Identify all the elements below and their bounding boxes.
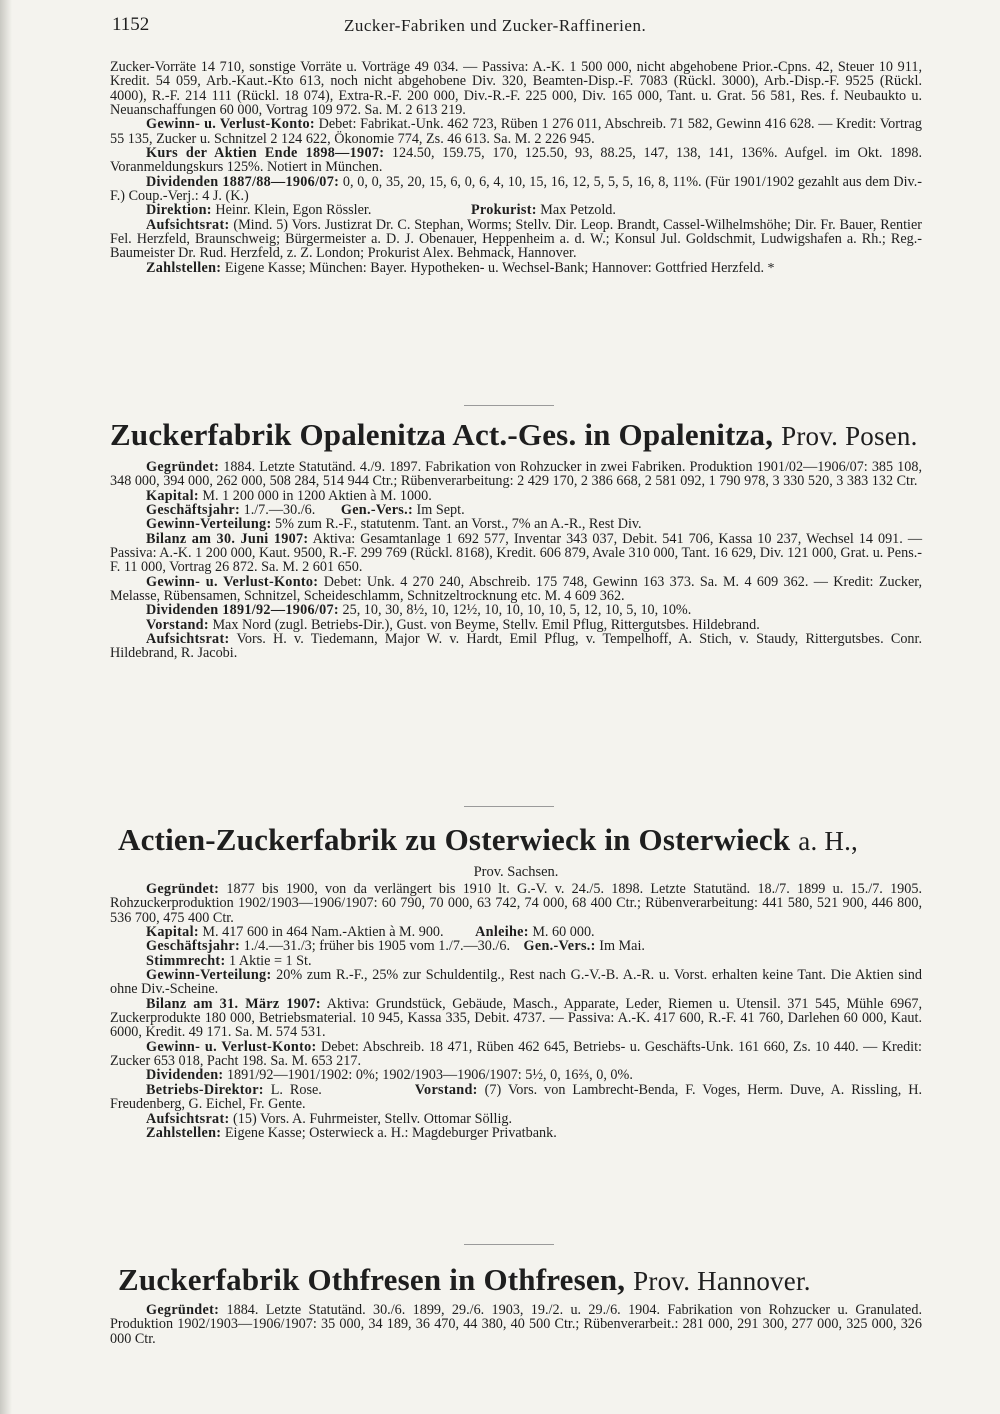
board-label: Vorstand: [414,1081,478,1098]
company-heading-osterwieck [118,822,930,858]
balance-paragraph [110,997,922,1040]
company-title-othfresen: Zuckerfabrik Othfresen in Othfresen, [118,1262,626,1297]
profit-loss-paragraph [110,1040,922,1069]
page-edge-shadow [0,0,12,1414]
share-price-paragraph [110,146,922,175]
founded-text: 1884. Letzte Statutänd. 30./6. 1899, 29./6. 1903, 19./2. u. 29./6. 1904. Fabrikation von Rohzucker u. Granulated. Produktion 1902/1903—1906/1907: 35 000, 34 189, 36 470, 44 380, 40 500 Ctr.; Rübenverarbeit.: 281 000, 291 300, 277 000, 325 000, 326 000 Ctr. [110,1302,922,1347]
profit-distribution-text: 20% zum R.-F., 25% zur Schuldentilg., Rest nach G.-V.-B. A.-R. u. Vorst. erhalten keine Tant. Die Aktien sind ohne Div.-Scheine. [110,967,922,998]
entry-osterwieck [110,882,922,1140]
dividends-text: 25, 10, 30, 8½, 10, 12½, 10, 10, 10, 10, 5, 12, 10, 5, 10, 10%. [342,602,692,619]
previous-entry-continuation [110,60,922,276]
running-title: Zucker-Fabriken und Zucker-Raffinerien. [344,16,647,35]
profit-distribution-paragraph [110,517,922,531]
direction-label: Direktion: [146,202,212,219]
section-divider [464,806,554,807]
dividends-label: Dividenden 1887/88—1906/07: [146,173,340,190]
general-meeting-text: Im Mai. [599,938,645,955]
founded-paragraph [110,460,922,489]
share-price-label: Kurs der Aktien Ende 1898—1907: [146,145,385,162]
supervisory-board-text: Vors. H. v. Tiedemann, Major W. v. Hardt, Emil Pflug, v. Tempelhoff, A. Stich, v. Staudy, Rittergutsbes. Conr. Hildebrand, R. Jacobi. [110,631,922,662]
voting-right-text: 1 Aktie = 1 St. [229,952,312,969]
operations-director-label: Betriebs-Direktor: [146,1081,264,1098]
company-title-osterwieck: Actien-Zuckerfabrik zu Osterwieck in Osterwieck [118,822,791,857]
direction-text: Heinr. Klein, Egon Rössler. [215,202,372,219]
general-meeting-label: Gen.-Vers.: [340,502,413,519]
board-label: Vorstand: [146,616,209,633]
profit-loss-text: Debet: Abschreib. 18 471, Rüben 462 645, Betriebs- u. Geschäfts-Unk. 161 660, Zs. 10 440. — Kredit: Zucker 653 018, Pacht 198. Sa. M. 653 217. [110,1038,923,1070]
page-number: 1152 [112,14,150,35]
page-header [112,8,912,42]
supervisory-board-label: Aufsichtsrat: [146,631,230,648]
profit-loss-text: Debet: Fabrikat.-Unk. 462 723, Rüben 1 276 011, Abschreib. 71 582, Gewinn 416 628. — Kredit: Vortrag 55 135, Zucker u. Schnitzel 2 124 622, Ökonomie 774, Zs. 46 613. Sa. M. 2 226 945. [110,116,923,147]
capital-text: M. 417 600 in 464 Nam.-Aktien à M. 900. [202,924,444,941]
voting-right-paragraph [110,954,922,968]
supervisory-board-text: (15) Vors. A. Fuhrmeister, Stellv. Ottomar Söllig. [233,1110,513,1127]
asterisk-mark: * [767,260,775,276]
company-heading-othfresen [118,1262,930,1298]
company-province-opalenitza: Prov. Posen. [781,421,918,451]
paying-agents-text: Eigene Kasse; München: Bayer. Hypotheken- u. Wechsel-Bank; Hannover: Gottfried Herzfeld. [224,259,764,276]
capital-text: M. 1 200 000 in 1200 Aktien à M. 1000. [202,487,432,504]
dividends-text: 0, 0, 0, 35, 20, 15, 6, 0, 6, 4, 10, 15, 16, 12, 5, 5, 5, 16, 8, 11%. (Für 1901/1902 gezahlt aus dem Div.-F.) Coup.-Verj.: 4 J. (K.) [110,173,922,205]
paying-agents-text: Eigene Kasse; Osterwieck a. H.: Magdeburger Privatbank. [224,1124,557,1141]
profit-loss-paragraph [110,575,922,604]
entry-othfresen [110,1303,922,1346]
procurator-text: Max Petzold. [540,202,616,219]
dividends-paragraph [110,603,922,617]
loan-label: Anleihe: [475,924,529,941]
dividends-paragraph [110,1068,922,1082]
balance-label: Bilanz am 31. März 1907: [146,995,321,1012]
procurator-label: Prokurist: [470,202,537,219]
capital-label: Kapital: [146,924,199,941]
profit-loss-text: Debet: Unk. 4 270 240, Abschreib. 175 748, Gewinn 163 373. Sa. M. 4 609 362. — Kredit: Zucker, Melasse, Rübensamen, Schnitzel, Scheideschlamm, Schnitzeltrocknung etc. M. 4 609 362. [110,573,922,605]
board-text: Max Nord (zugl. Betriebs-Dir.), Gust. von Beyme, Stellv. Emil Pflug, Rittergutsbes. Hildebrand. [212,616,760,633]
profit-loss-label: Gewinn- u. Verlust-Konto: [146,1038,317,1055]
paying-agents-paragraph [110,261,922,276]
founded-text: 1877 bis 1900, von da verlängert bis 1910 lt. G.-V. v. 24./5. 1898. Letzte Statutänd. 18./7. 1899 u. 15./7. 1905. Rohzuckerproduktion 1902/1903—1906/1907: 60 790, 70 000, 63 742, 74 000, 68 400 Ctr.; Rübenverarbeitung: 441 580, 521 900, 446 800, 536 700, 475 400 Ctr. [110,881,923,926]
voting-right-label: Stimmrecht: [146,952,226,969]
paying-agents-paragraph [110,1126,922,1140]
paying-agents-label: Zahlstellen: [146,1124,222,1141]
founded-paragraph [110,882,922,925]
supervisory-board-paragraph [110,1112,922,1126]
loan-text: M. 60 000. [532,924,595,941]
general-meeting-text: Im Sept. [416,502,465,519]
profit-loss-label: Gewinn- u. Verlust-Konto: [146,116,315,133]
share-price-text: 124.50, 159.75, 170, 125.50, 93, 88.25, 147, 138, 141, 136%. Aufgel. im Okt. 1898. Voranmeldungskurs 125%. Notiert in München. [110,145,923,176]
founded-label: Gegründet: [146,881,220,897]
supervisory-board-paragraph [110,218,922,261]
balance-paragraph [110,532,922,575]
entry-opalenitza [110,460,922,661]
dividends-paragraph [110,175,922,204]
fiscal-year-label: Geschäftsjahr: [146,502,241,519]
profit-distribution-paragraph [110,968,922,997]
founded-text: 1884. Letzte Statutänd. 4./9. 1897. Fabrikation von Rohzucker in zwei Fabriken. Produktion 1901/02—1906/07: 385 108, 348 000, 394 000, 262 000, 508 284, 514 944 Ctr.; Rübenverarbeitung: 2 429 170, 2 386 668, 2 581 092, 1 790 978, 3 330 520, 3 383 132 Ctr. [110,459,922,490]
capital-label: Kapital: [146,487,199,504]
fiscal-year-label: Geschäftsjahr: [146,938,241,955]
balance-label: Bilanz am 30. Juni 1907: [146,530,309,547]
profit-loss-paragraph [110,117,922,146]
founded-paragraph [110,1303,922,1346]
founded-label: Gegründet: [146,459,220,475]
balance-text: Aktiva: Grundstück, Gebäude, Masch., Apparate, Leder, Riemen u. Utensil. 371 545, Mühle 6967, Zuckerprodukte 180 000, Betriebsmaterial. 10 945, Kassa 335, Debit. 4737. — Passiva: A.-K. 417 600, R.-F. 41 760, Darlehen 60 000, Kaut. 6000, Kredit. 49 171. Sa. M. 574 531. [110,995,922,1041]
section-divider [464,1244,554,1245]
profit-distribution-label: Gewinn-Verteilung: [146,967,272,984]
section-divider [464,405,554,406]
fiscal-year-text: 1./7.—30./6. [243,502,316,519]
fiscal-year-paragraph [110,939,922,953]
company-heading-opalenitza [110,417,922,453]
fiscal-year-paragraph [110,503,922,517]
profit-distribution-text: 5% zum R.-F., statutenm. Tant. an Vorst., 7% an A.-R., Rest Div. [275,516,642,533]
dividends-label: Dividenden 1891/92—1906/07: [146,602,339,619]
supervisory-board-paragraph [110,632,922,661]
founded-label: Gegründet: [146,1302,220,1318]
dividends-label: Dividenden: [146,1067,224,1084]
operations-director-text: L. Rose. [270,1081,322,1098]
board-paragraph [110,618,922,632]
paying-agents-label: Zahlstellen: [146,259,222,276]
profit-distribution-label: Gewinn-Verteilung: [146,516,272,533]
board-text: (7) Vors. von Lambrecht-Benda, F. Voges, Herm. Duve, A. Rissling, H. Freudenberg, G. Eichel, Fr. Gente. [110,1081,923,1113]
supervisory-board-label: Aufsichtsrat: [146,216,230,233]
profit-loss-label: Gewinn- u. Verlust-Konto: [146,573,319,590]
company-province-osterwieck: Prov. Sachsen. [473,864,559,880]
supervisory-board-text: (Mind. 5) Vors. Justizrat Dr. C. Stephan, Worms; Stellv. Dir. Leop. Brandt, Cassel-Wilhelmshöhe; Dir. Fr. Bauer, Rentier Fel. Herzfeld, Braunschweig; Bürgermeister a. D. J. Obenauer, Heppenheim a. d. W.; Konsul Jul. Goldschmit, Ludwigshafen a. Rh.; Reg.-Baumeister Dr. Rud. Herzfeld, z. Z. London; Prokurist Alex. Behmack, Hannover. [110,216,922,262]
fiscal-year-text: 1./4.—31./3; früher bis 1905 vom 1./7.—30./6. [243,938,510,955]
dividends-text: 1891/92—1901/1902: 0%; 1902/1903—1906/1907: 5½, 0, 16⅔, 0, 0%. [226,1067,633,1084]
management-paragraph [110,1083,922,1112]
company-title-opalenitza: Zuckerfabrik Opalenitza Act.-Ges. in Opalenitza, [110,417,774,452]
general-meeting-label: Gen.-Vers.: [523,938,596,955]
supervisory-board-label: Aufsichtsrat: [146,1110,230,1127]
balance-text: Aktiva: Gesamtanlage 1 692 577, Inventar 343 037, Debit. 541 706, Kassa 10 237, Wechsel 14 091. — Passiva: A.-K. 1 200 000, Kaut. 9500, R.-F. 299 769 (Rückl. 8168), Kredit. 606 879, Avale 310 000, Tant. 16 629, Div. 121 000, Grat. u. Pens.-F. 11 000, Vortrag 26 872. Sa. M. 2 601 650. [110,530,923,576]
company-location-osterwieck: a. H., [798,826,858,856]
capital-paragraph [110,489,922,503]
management-paragraph [110,203,922,217]
capital-paragraph [110,925,922,939]
balance-continuation: Zucker-Vorräte 14 710, sonstige Vorräte u. Vorträge 49 034. — Passiva: A.-K. 1 500 000, nicht abgehobene Prior.-Cpns. 42, Steuer 10 911, Kredit. 54 059, Arb.-Kaut.-Kto 613, noch nicht abgehobene Div. 320, Beamten-Disp.-F. 7083 (Rückl. 3000), Arb.-Disp.-F. 9525 (Rückl. 4000), R.-F. 214 111 (Rückl. 18 074), Extra-R.-F. 200 000, Div.-R.-F. 225 000, Div. 165 000, Tant. u. Grat. 56 581, Res. f. Neubaukto u. Neuanschaffungen 60 000, Vortrag 109 972. Sa. M. 2 613 219. [110,59,922,119]
company-province-othfresen: Prov. Hannover. [633,1266,811,1296]
